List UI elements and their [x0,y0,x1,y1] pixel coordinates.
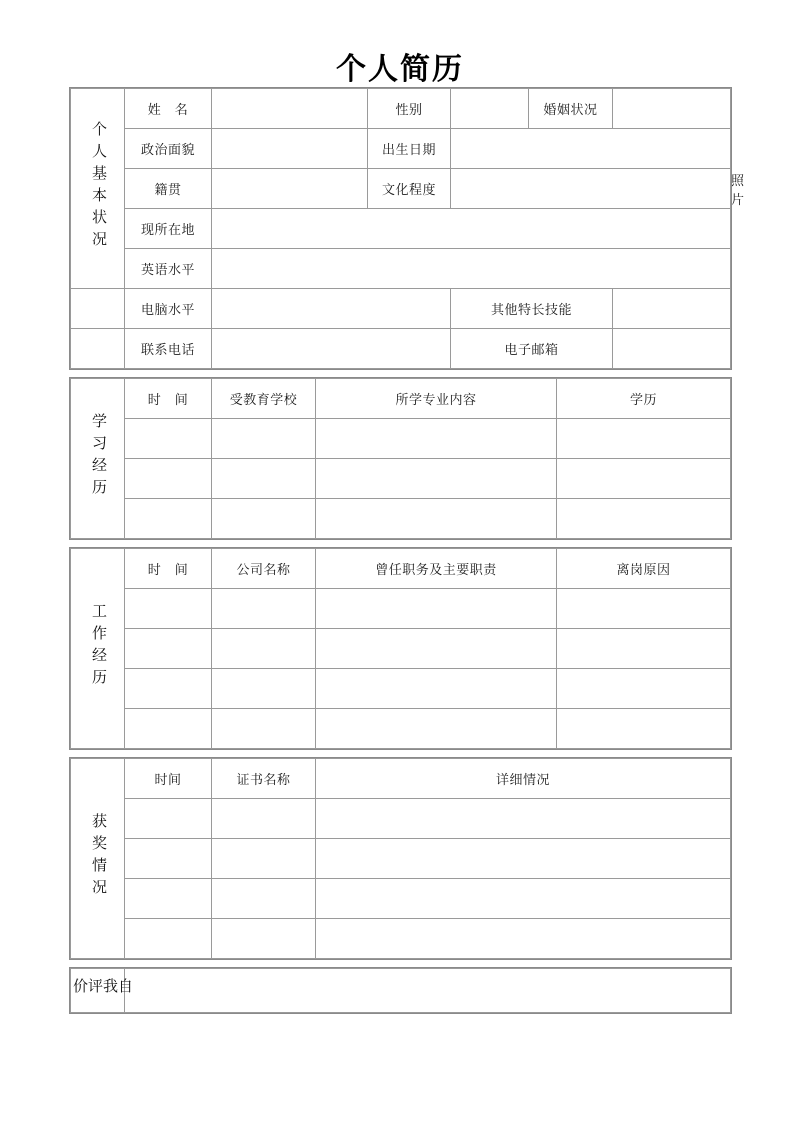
table-row [71,589,731,629]
section-label-education-text: 学习经历 [90,412,106,501]
table-row [71,129,731,169]
table-row [71,799,731,839]
label-native-place: 籍贯 [125,169,212,209]
cell-time[interactable] [125,669,212,709]
cell-certificate[interactable] [212,839,316,879]
cell-details[interactable] [316,839,731,879]
column-header-leave-reason: 离岗原因 [557,549,731,589]
label-education-level: 文化程度 [368,169,451,209]
cell-leave-reason[interactable] [557,669,731,709]
side-spacer-1 [71,289,125,329]
cell-time[interactable] [125,919,212,959]
table-row [71,209,731,249]
cell-details[interactable] [316,799,731,839]
section-label-basic [71,89,125,289]
section-label-education [71,379,125,539]
label-english-level: 英语水平 [125,249,212,289]
cell-time[interactable] [125,799,212,839]
cell-leave-reason[interactable] [557,629,731,669]
table-row [71,879,731,919]
field-english-level[interactable] [212,249,731,289]
cell-details[interactable] [316,919,731,959]
cell-leave-reason[interactable] [557,589,731,629]
cell-time[interactable] [125,839,212,879]
table-row [71,289,731,329]
cell-school[interactable] [212,459,316,499]
label-current-location: 现所在地 [125,209,212,249]
field-current-location[interactable] [212,209,731,249]
section-divider [70,749,730,758]
cell-company[interactable] [212,589,316,629]
resume-table [70,88,746,1013]
cell-school[interactable] [212,419,316,459]
section-divider [70,539,730,548]
label-gender: 性别 [368,89,451,129]
table-row [71,249,731,289]
cell-degree[interactable] [557,459,731,499]
cell-time[interactable] [125,459,212,499]
cell-position[interactable] [316,589,557,629]
table-row [71,329,731,369]
section-divider [70,959,730,968]
section-work-experience [70,548,730,749]
cell-time[interactable] [125,629,212,669]
cell-leave-reason[interactable] [557,709,731,749]
section-label-evaluation [71,969,132,1013]
section-label-basic-text: 个人基本状况 [90,120,106,253]
column-header-details: 详细情况 [316,759,731,799]
label-birth-date: 出生日期 [368,129,451,169]
table-row [71,459,731,499]
field-marital-status[interactable] [613,89,731,129]
cell-certificate[interactable] [212,879,316,919]
cell-certificate[interactable] [212,799,316,839]
cell-position[interactable] [316,709,557,749]
table-row [71,499,731,539]
column-header-time: 时间 [125,759,212,799]
field-native-place[interactable] [212,169,368,209]
column-header-degree: 学历 [557,379,731,419]
section-education [70,378,730,539]
cell-school[interactable] [212,499,316,539]
cell-position[interactable] [316,669,557,709]
label-computer-level: 电脑水平 [125,289,212,329]
label-phone: 联系电话 [125,329,212,369]
section-label-awards [71,759,125,959]
cell-major[interactable] [316,499,557,539]
column-header-school: 受教育学校 [212,379,316,419]
cell-major[interactable] [316,419,557,459]
field-education-level[interactable] [451,169,731,209]
label-email: 电子邮箱 [451,329,613,369]
table-header-row [71,379,731,419]
cell-degree[interactable] [557,419,731,459]
section-label-work-text: 工作经历 [90,602,106,691]
field-other-skills[interactable] [613,289,731,329]
page-title: 个人简历 [336,53,464,86]
cell-company[interactable] [212,629,316,669]
label-political-status: 政治面貌 [125,129,212,169]
table-row [71,629,731,669]
table-row [71,709,731,749]
cell-degree[interactable] [557,499,731,539]
field-email[interactable] [613,329,731,369]
field-self-evaluation[interactable] [125,969,731,1013]
column-header-position: 曾任职务及主要职责 [316,549,557,589]
section-label-awards-text: 获奖情况 [90,812,106,901]
table-header-row [71,549,731,589]
field-birth-date[interactable] [451,129,731,169]
table-row [71,419,731,459]
field-gender[interactable] [451,89,529,129]
field-name[interactable] [212,89,368,129]
section-awards [70,758,730,959]
cell-company[interactable] [212,669,316,709]
field-computer-level[interactable] [212,289,451,329]
cell-time[interactable] [125,709,212,749]
section-basic-info [70,88,746,369]
section-label-evaluation-text: 自我评价 [71,977,132,1000]
table-row: 个人基本状况 姓 名 性别 婚姻状况 照片 [71,89,731,129]
cell-details[interactable] [316,879,731,919]
cell-position[interactable] [316,629,557,669]
cell-certificate[interactable] [212,919,316,959]
field-political-status[interactable] [212,129,368,169]
cell-time[interactable] [125,589,212,629]
cell-time[interactable] [125,879,212,919]
column-header-certificate: 证书名称 [212,759,316,799]
column-header-company: 公司名称 [212,549,316,589]
column-header-time: 时 间 [125,379,212,419]
cell-major[interactable] [316,459,557,499]
table-header-row [71,759,731,799]
label-marital-status: 婚姻状况 [529,89,613,129]
section-self-evaluation [70,968,730,1013]
field-phone[interactable] [212,329,451,369]
cell-time[interactable] [125,499,212,539]
section-label-work [71,549,125,749]
cell-company[interactable] [212,709,316,749]
column-header-time: 时 间 [125,549,212,589]
label-name: 姓 名 [125,89,212,129]
table-row [71,919,731,959]
section-divider [70,369,730,378]
table-row [71,169,731,209]
side-spacer-2 [71,329,125,369]
label-other-skills: 其他特长技能 [451,289,613,329]
column-header-major: 所学专业内容 [316,379,557,419]
table-row [71,969,731,1013]
table-row [71,669,731,709]
cell-time[interactable] [125,419,212,459]
table-row [71,839,731,879]
